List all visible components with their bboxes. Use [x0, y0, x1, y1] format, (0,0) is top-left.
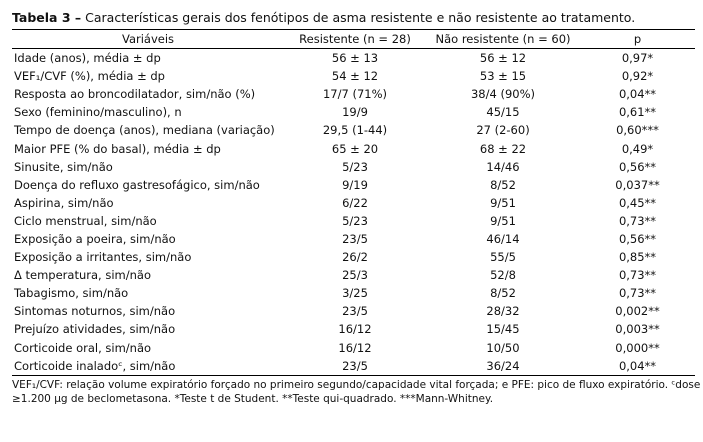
- table-container: [12, 10, 701, 406]
- header-nao-resistente: Não resistente (n = 60): [435, 32, 571, 46]
- table-row: [12, 85, 695, 103]
- caption-label: Tabela 3 –: [12, 10, 82, 25]
- cell-resistente: 25/3: [342, 268, 368, 283]
- footnote-line-2: ≥1.200 μg de beclometasona. *Teste t de Student. **Teste qui-quadrado. ***Mann-Whitney.: [12, 392, 494, 405]
- table-row: [12, 284, 695, 302]
- cell-nao-resistente: 27 (2-60): [476, 123, 530, 138]
- table-row: [12, 139, 695, 157]
- cell-resistente: 26/2: [342, 250, 368, 265]
- cell-nao-resistente: 15/45: [486, 322, 520, 337]
- cell-nao-resistente: 38/4 (90%): [470, 87, 535, 102]
- cell-p: 0,73**: [618, 286, 657, 301]
- cell-variable: Exposição a poeira, sim/não: [14, 231, 176, 246]
- cell-nao-resistente: 56 ± 12: [479, 51, 527, 66]
- cell-p: 0,56**: [618, 231, 657, 246]
- table-footnote: [12, 378, 701, 406]
- cell-resistente: 3/25: [342, 286, 368, 301]
- table-row: [12, 320, 695, 338]
- cell-nao-resistente: 52/8: [490, 268, 516, 283]
- cell-resistente: 29,5 (1-44): [322, 123, 388, 138]
- cell-resistente: 65 ± 20: [331, 141, 379, 156]
- footnote-line-1: VEF₁/CVF: relação volume expiratório forçado no primeiro segundo/capacidade vital forçada; e PFE: pico de fluxo expiratório. ᶜdose: [12, 378, 701, 391]
- cell-resistente: 54 ± 12: [331, 69, 379, 84]
- header-resistente: Resistente (n = 28): [299, 32, 411, 46]
- table-row: [12, 121, 695, 139]
- cell-variable: Aspirina, sim/não: [14, 195, 114, 210]
- cell-p: 0,92*: [621, 69, 654, 84]
- cell-variable: Ciclo menstrual, sim/não: [14, 213, 157, 228]
- cell-resistente: 5/23: [342, 159, 368, 174]
- cell-nao-resistente: 8/52: [490, 286, 516, 301]
- cell-resistente: 19/9: [342, 105, 368, 120]
- cell-p: 0,73**: [618, 268, 657, 283]
- cell-nao-resistente: 9/51: [490, 195, 516, 210]
- cell-resistente: 16/12: [338, 322, 372, 337]
- cell-variable: Sinusite, sim/não: [14, 159, 113, 174]
- table-row: [12, 248, 695, 266]
- cell-p: 0,49*: [621, 141, 654, 156]
- cell-nao-resistente: 68 ± 22: [479, 141, 527, 156]
- table-row: [12, 339, 695, 357]
- table-row: [12, 302, 695, 320]
- cell-p: 0,45**: [618, 195, 657, 210]
- cell-variable: Corticoide inaladoᶜ, sim/não: [14, 358, 176, 373]
- cell-nao-resistente: 55/5: [490, 250, 516, 265]
- table-row: [12, 266, 695, 284]
- cell-p: 0,002**: [615, 304, 660, 319]
- cell-nao-resistente: 45/15: [486, 105, 520, 120]
- cell-nao-resistente: 46/14: [486, 231, 520, 246]
- cell-resistente: 56 ± 13: [331, 51, 379, 66]
- cell-variable: Prejuízo atividades, sim/não: [14, 322, 176, 337]
- cell-p: 0,60***: [616, 123, 659, 138]
- header-variaveis: Variáveis: [121, 32, 175, 46]
- table-row: [12, 212, 695, 230]
- cell-variable: VEF₁/CVF (%), média ± dp: [14, 69, 165, 84]
- cell-variable: Exposição a irritantes, sim/não: [14, 250, 192, 265]
- table-row: [12, 176, 695, 194]
- cell-resistente: 23/5: [342, 358, 368, 373]
- table-caption: [12, 10, 695, 25]
- cell-variable: Maior PFE (% do basal), média ± dp: [14, 141, 221, 156]
- cell-resistente: 23/5: [342, 304, 368, 319]
- cell-p: 0,85**: [618, 250, 657, 265]
- cell-nao-resistente: 10/50: [486, 340, 520, 355]
- table-row: [12, 230, 695, 248]
- cell-nao-resistente: 53 ± 15: [479, 69, 527, 84]
- cell-variable: Corticoide oral, sim/não: [14, 340, 152, 355]
- cell-nao-resistente: 9/51: [490, 213, 516, 228]
- cell-resistente: 5/23: [342, 213, 368, 228]
- data-table: [12, 29, 695, 376]
- cell-p: 0,56**: [618, 159, 657, 174]
- header-row: [12, 30, 695, 49]
- cell-variable: Tempo de doença (anos), mediana (variação): [14, 123, 275, 138]
- cell-variable: Tabagismo, sim/não: [14, 286, 129, 301]
- cell-resistente: 17/7 (71%): [322, 87, 387, 102]
- cell-p: 0,04**: [618, 87, 657, 102]
- cell-nao-resistente: 36/24: [486, 358, 520, 373]
- cell-nao-resistente: 14/46: [486, 159, 520, 174]
- cell-p: 0,97*: [621, 51, 654, 66]
- cell-resistente: 23/5: [342, 231, 368, 246]
- cell-p: 0,000**: [615, 340, 660, 355]
- table-row: [12, 67, 695, 85]
- cell-resistente: 16/12: [338, 340, 372, 355]
- cell-nao-resistente: 8/52: [490, 177, 516, 192]
- cell-p: 0,037**: [615, 177, 660, 192]
- cell-variable: Idade (anos), média ± dp: [14, 51, 161, 66]
- cell-p: 0,04**: [618, 358, 657, 373]
- table-body: [12, 49, 695, 376]
- cell-variable: Doença do refluxo gastresofágico, sim/não: [14, 177, 260, 192]
- table-row: [12, 49, 695, 68]
- table-row: [12, 158, 695, 176]
- caption-text: Características gerais dos fenótipos de asma resistente e não resistente ao tratamento.: [85, 10, 636, 25]
- cell-variable: Sexo (feminino/masculino), n: [14, 105, 182, 120]
- cell-resistente: 9/19: [342, 177, 368, 192]
- cell-p: 0,73**: [618, 213, 657, 228]
- table-row: [12, 194, 695, 212]
- cell-variable: Sintomas noturnos, sim/não: [14, 304, 176, 319]
- header-p: p: [633, 32, 642, 46]
- cell-variable: Resposta ao broncodilatador, sim/não (%): [14, 87, 256, 102]
- cell-variable: Δ temperatura, sim/não: [14, 268, 151, 283]
- cell-nao-resistente: 28/32: [486, 304, 520, 319]
- cell-p: 0,003**: [615, 322, 660, 337]
- table-row: [12, 357, 695, 376]
- cell-resistente: 6/22: [342, 195, 368, 210]
- cell-p: 0,61**: [618, 105, 657, 120]
- table-row: [12, 103, 695, 121]
